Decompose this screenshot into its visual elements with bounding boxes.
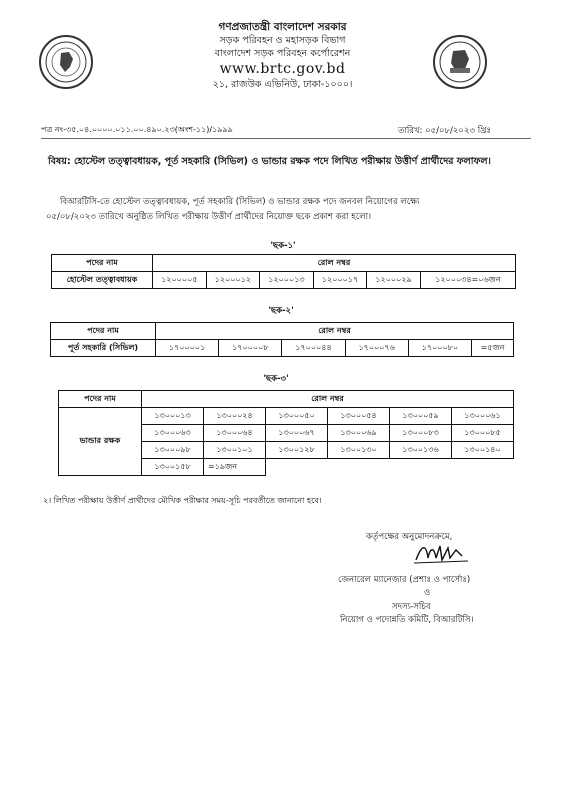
body-line-2: ০৫/০৮/২০২৩ তারিখে অনুষ্ঠিত লিখিত পরীক্ষায় উত্তীর্ণ প্রার্থীদের নিয়োক্ত ছকে প্রকাশ করা হলো। (46, 212, 372, 222)
roll-cell: ১৩০০০৬৩ (142, 425, 204, 442)
signature-committee: নিয়োগ ও পদোন্নতি কমিটি, বিআরটিসি। (340, 615, 474, 625)
roll-cell: ১৭০০০৪৪ (282, 340, 345, 357)
roll-cell: ১২০০০০৫ (153, 272, 207, 289)
roll-cell: ১৭০০০৭৬ (345, 340, 408, 357)
roll-number-header: রোল নম্বর (142, 391, 514, 408)
memo-number: পত্র নং-৩৫.০৪.০০০০.০১১.০০.৪৯০.২৩(অংশ-১১)/১৯৯৯ (41, 125, 233, 134)
table-3-label: 'ছক-৩' (263, 374, 289, 384)
roll-cell: ১৩০০০৬১ (451, 408, 513, 425)
roll-cell: ১৩০০১০১ (204, 442, 266, 459)
subject-line: বিষয়: হোস্টেল তত্ত্বাবধায়ক, পূর্ত সহকারি (সিভিল) ও ভান্ডার রক্ষক পদে লিখিত পরীক্ষায় উত্তীর্ণ প্রার্থীদের ফলাফল। (48, 156, 491, 167)
roll-cell: ১৭০০০০১ (156, 340, 219, 357)
roll-cell: ১২০০০১২ (206, 272, 260, 289)
roll-cell: ১২০০০১৩ (260, 272, 314, 289)
roll-cell: =১৯জন (204, 459, 266, 476)
roll-cell: ১৩০০১৩৬ (390, 442, 452, 459)
empty-cell (266, 459, 328, 476)
roll-cell: ১৩০০০৯৮ (142, 442, 204, 459)
post-name-header: পদের নাম (51, 323, 156, 340)
signature-conjunction: ও (424, 588, 431, 598)
roll-cell: ১৭০০০০৮ (219, 340, 282, 357)
table-2-label: 'ছক-২' (268, 306, 294, 316)
header-website: www.brtc.gov.bd (219, 61, 346, 77)
empty-cell (328, 459, 390, 476)
post-name: ভান্ডার রক্ষক (59, 408, 142, 476)
roll-cell: ১২০০০৩৪=০৬জন (420, 272, 515, 289)
header-ministry-division: সড়ক পরিবহন ও মহাসড়ক বিভাগ (219, 35, 346, 46)
results-table-2 (50, 322, 514, 357)
empty-cell (390, 459, 452, 476)
roll-cell: ১৩০০১৩০ (328, 442, 390, 459)
table-1-label: 'ছক-১' (270, 241, 296, 251)
signature-member-secretary: সদস্য-সচিব (392, 602, 431, 612)
roll-cell: ১৩০০১৪০ (451, 442, 513, 459)
results-table-1 (51, 254, 516, 289)
roll-cell: ১৩০০০৬৭ (266, 425, 328, 442)
roll-cell: ১৩০০০৬৪ (204, 425, 266, 442)
roll-cell: ১৩০০০৫৪ (328, 408, 390, 425)
roll-cell: ১৩০০০২৪ (204, 408, 266, 425)
header-address: ২১, রাজউক এভিনিউ, ঢাকা-১০০০। (212, 79, 353, 90)
post-name-header: পদের নাম (52, 255, 153, 272)
post-name: পূর্ত সহকারি (সিভিল) (51, 340, 156, 357)
roll-cell: ১৩০০০৫৯ (390, 408, 452, 425)
empty-cell (451, 459, 513, 476)
handwritten-signature (412, 540, 472, 568)
signature-designation: জেনারেল ম্যানেজার (প্রশাঃ ও পার্সোঃ) (338, 575, 471, 585)
roll-cell: ১৩০০০৬৯ (328, 425, 390, 442)
roll-cell: ১৩০০০৮৫ (451, 425, 513, 442)
roll-cell: ১২০০০২৯ (367, 272, 421, 289)
roll-cell: ১৭০০০৮০ (408, 340, 471, 357)
roll-number-header: রোল নম্বর (153, 255, 516, 272)
post-name: হোস্টেল তত্ত্বাবধায়ক (52, 272, 153, 289)
signature-approval-line: কর্তৃপক্ষের অনুমোদনক্রমে, (366, 532, 453, 542)
body-line-1: বিআরটিসি-তে হোস্টেল তত্ত্বাবধায়ক, পূর্ত সহকারি (সিভিল) ও ভান্ডার রক্ষক পদে জনবল নিয়োগের লক্ষ্যে (60, 197, 420, 207)
roll-cell: ১২০০০১৭ (313, 272, 367, 289)
roll-cell: ১৩০০১২৮ (266, 442, 328, 459)
roll-cell: ১৩০০০৫০ (266, 408, 328, 425)
header-government-name: গণপ্রজাতন্ত্রী বাংলাদেশ সরকার (218, 21, 347, 33)
memo-date: তারিখ: ০৫/০৮/২০২৩ খ্রিঃ (398, 126, 492, 136)
roll-number-header: রোল নম্বর (156, 323, 514, 340)
roll-cell: =৫জন (471, 340, 513, 357)
roll-cell: ১৩০০১৫৮ (142, 459, 204, 476)
roll-cell: ১৩০০০১৩ (142, 408, 204, 425)
note-line: ২। লিখিত পরীক্ষায় উত্তীর্ণ প্রার্থীদের মৌখিক পরীক্ষার সময়-সূচি পরবর্তীতে জানানো হবে। (43, 496, 322, 505)
roll-cell: ১৩০০০৮৩ (390, 425, 452, 442)
divider (41, 138, 531, 139)
results-table-3 (58, 390, 514, 476)
post-name-header: পদের নাম (59, 391, 142, 408)
header-corporation: বাংলাদেশ সড়ক পরিবহন কর্পোরেশন (214, 48, 351, 59)
